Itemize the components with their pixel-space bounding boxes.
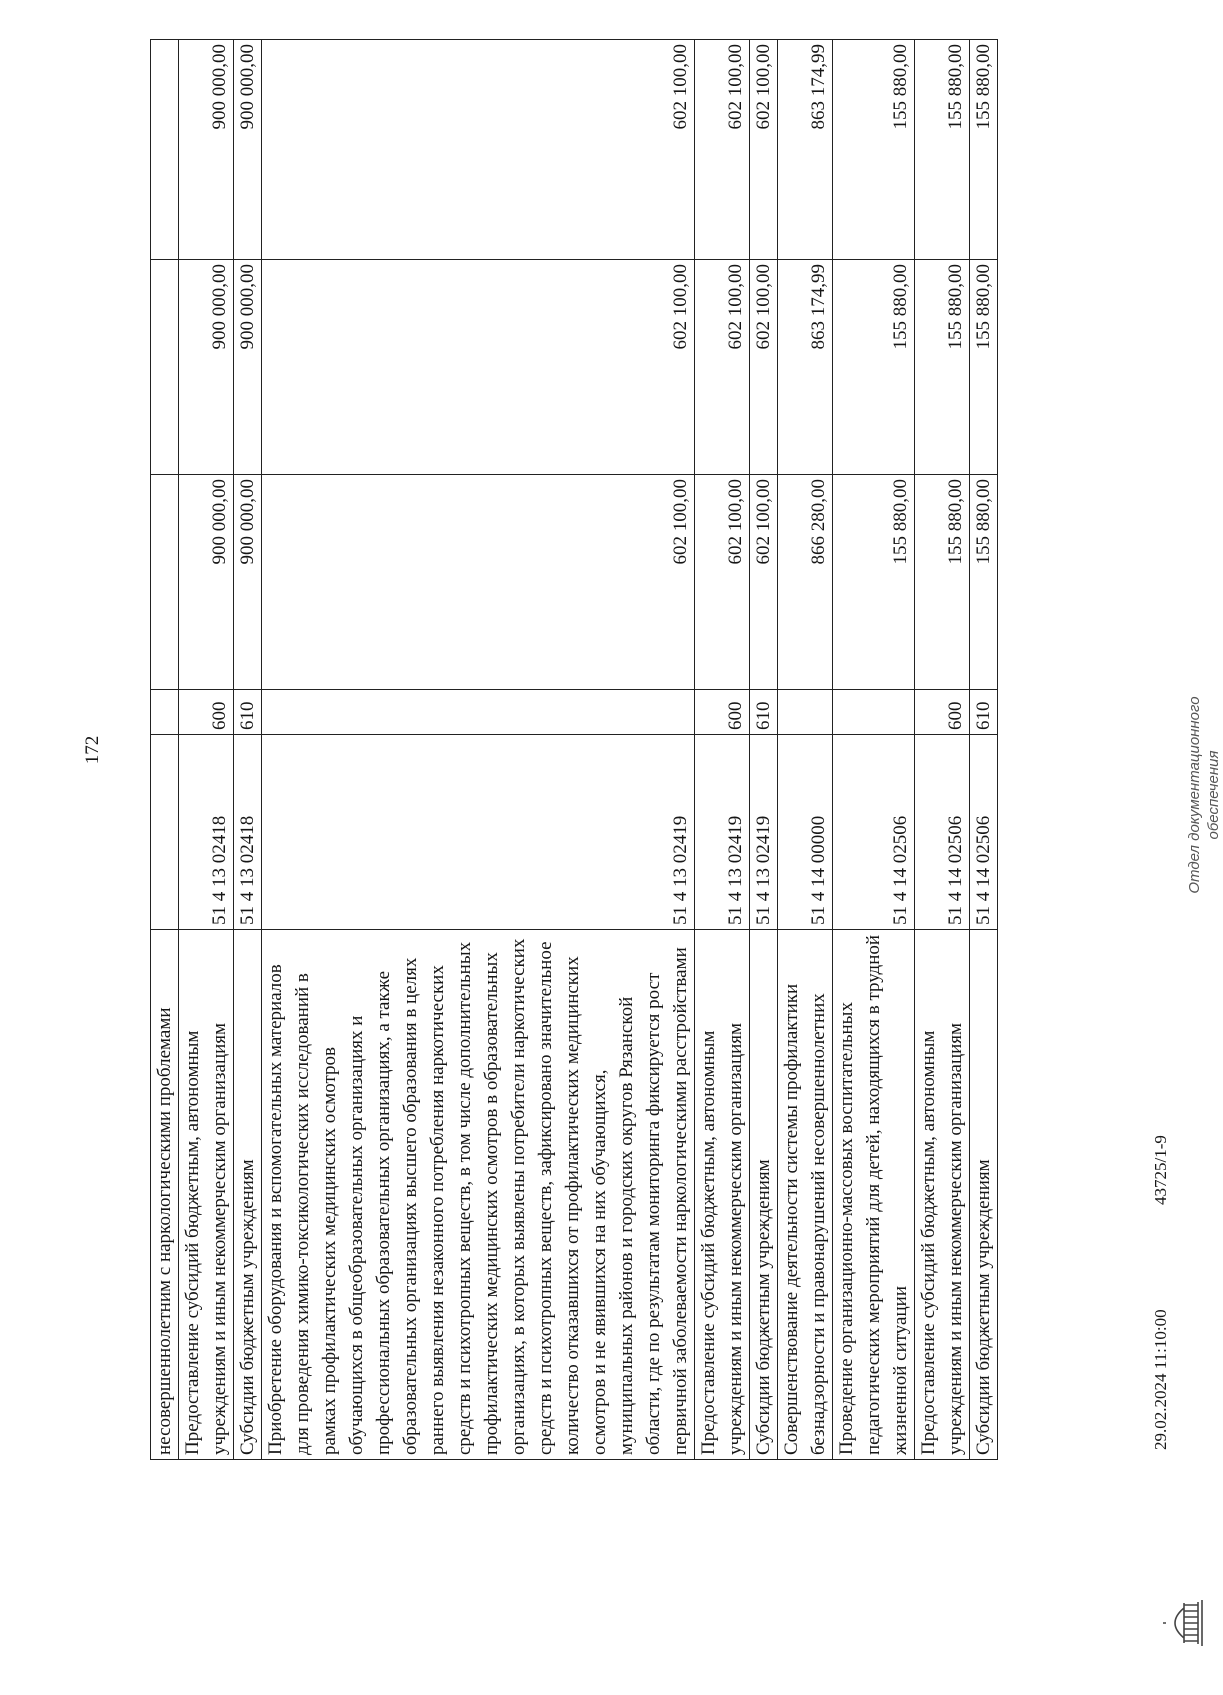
row-value-2: 155 880,00 bbox=[970, 260, 998, 475]
row-value-2: 602 100,00 bbox=[262, 260, 695, 475]
footer-date: 29.02.2024 11:10:00 bbox=[1151, 1309, 1170, 1450]
row-code: 51 4 13 02418 bbox=[234, 735, 262, 930]
table-row bbox=[970, 40, 998, 1460]
row-name: Субсидии бюджетным учреждениям bbox=[234, 930, 262, 1460]
row-expense-type: 600 bbox=[915, 690, 970, 735]
row-name: Предоставление субсидий бюджетным, автономным учреждениям и иным некоммерческим организациям bbox=[695, 930, 750, 1460]
table-row bbox=[833, 40, 915, 1460]
department-stamp: Отдел документационного обеспечения bbox=[1186, 696, 1222, 894]
row-expense-type bbox=[833, 690, 915, 735]
row-expense-type: 600 bbox=[695, 690, 750, 735]
row-value-1: 155 880,00 bbox=[970, 475, 998, 690]
row-expense-type: 610 bbox=[750, 690, 778, 735]
row-expense-type: 610 bbox=[970, 690, 998, 735]
page-number: 172 bbox=[82, 735, 103, 765]
row-value-3: 863 174,99 bbox=[778, 40, 833, 260]
footer-document-code: 43725/1-9 bbox=[1151, 1135, 1170, 1205]
table-row bbox=[179, 40, 234, 1460]
table-row bbox=[750, 40, 778, 1460]
row-name: несовершеннолетним с наркологическими проблемами bbox=[151, 930, 179, 1460]
row-expense-type bbox=[778, 690, 833, 735]
row-code: 51 4 13 02419 bbox=[750, 735, 778, 930]
row-value-3: 602 100,00 bbox=[695, 40, 750, 260]
row-expense-type: 610 bbox=[234, 690, 262, 735]
row-value-3: 900 000,00 bbox=[179, 40, 234, 260]
row-code: 51 4 13 02419 bbox=[262, 735, 695, 930]
row-name: Предоставление субсидий бюджетным, автономным учреждениям и иным некоммерческим организациям bbox=[179, 930, 234, 1460]
table-row bbox=[262, 40, 695, 1460]
row-name: Предоставление субсидий бюджетным, автономным учреждениям и иным некоммерческим организациям bbox=[915, 930, 970, 1460]
row-value-3: 155 880,00 bbox=[833, 40, 915, 260]
row-expense-type bbox=[262, 690, 695, 735]
row-value-2: 900 000,00 bbox=[234, 260, 262, 475]
row-value-2: 863 174,99 bbox=[778, 260, 833, 475]
table-row bbox=[234, 40, 262, 1460]
row-code bbox=[151, 735, 179, 930]
row-value-3: 155 880,00 bbox=[970, 40, 998, 260]
row-name: Совершенствование деятельности системы профилактики безнадзорности и правонарушений несовершеннолетних bbox=[778, 930, 833, 1460]
table-row bbox=[915, 40, 970, 1460]
row-value-1: 602 100,00 bbox=[750, 475, 778, 690]
row-value-2: 602 100,00 bbox=[750, 260, 778, 475]
table-row bbox=[151, 40, 179, 1460]
rotated-content bbox=[82, 40, 1222, 1460]
row-name: Проведение организационно-массовых воспитательных педагогических мероприятий для детей, находящихся в трудной жизненной ситуации bbox=[833, 930, 915, 1460]
row-code: 51 4 14 02506 bbox=[915, 735, 970, 930]
table-row bbox=[695, 40, 750, 1460]
row-value-3: 602 100,00 bbox=[262, 40, 695, 260]
row-expense-type bbox=[151, 690, 179, 735]
row-name: Приобретение оборудования и вспомогательных материалов для проведения химико-токсикологических исследований в рамках профилактических медицинских осмотров обучающихся в общеобразовательных организациях и профессиональных образовательных организациях, а также образовательных организациях высшего образования в целях раннего выявления незаконного потребления наркотических средств и психотропных веществ, в том числе дополнительных профилактических медицинских осмотров в образовательных организациях, в которых выявлены потребители наркотических средств и психотропных веществ, зафиксировано значительное количество отказавшихся от профилактических медицинских осмотров и не явившихся на них обучающихся, муниципальных районов и городских округов Рязанской области, где по результатам мониторинга фиксируется рост первичной заболеваемости наркологическими расстройствами bbox=[262, 930, 695, 1460]
row-value-1: 900 000,00 bbox=[234, 475, 262, 690]
row-expense-type: 600 bbox=[179, 690, 234, 735]
row-value-1: 866 280,00 bbox=[778, 475, 833, 690]
row-value-3: 155 880,00 bbox=[915, 40, 970, 260]
row-value-1: 602 100,00 bbox=[695, 475, 750, 690]
row-value-3: 900 000,00 bbox=[234, 40, 262, 260]
row-value-1: 155 880,00 bbox=[833, 475, 915, 690]
row-value-1 bbox=[151, 475, 179, 690]
row-value-2 bbox=[151, 260, 179, 475]
budget-table bbox=[150, 39, 998, 1460]
row-value-2: 155 880,00 bbox=[915, 260, 970, 475]
row-code: 51 4 14 02506 bbox=[970, 735, 998, 930]
row-value-2: 900 000,00 bbox=[179, 260, 234, 475]
row-value-1: 155 880,00 bbox=[915, 475, 970, 690]
row-value-2: 155 880,00 bbox=[833, 260, 915, 475]
row-code: 51 4 14 00000 bbox=[778, 735, 833, 930]
row-code: 51 4 14 02506 bbox=[833, 735, 915, 930]
duma-building-icon bbox=[1162, 1596, 1206, 1650]
row-name: Субсидии бюджетным учреждениям bbox=[970, 930, 998, 1460]
row-code: 51 4 13 02418 bbox=[179, 735, 234, 930]
row-value-2: 602 100,00 bbox=[695, 260, 750, 475]
row-value-3 bbox=[151, 40, 179, 260]
row-code: 51 4 13 02419 bbox=[695, 735, 750, 930]
row-value-1: 900 000,00 bbox=[179, 475, 234, 690]
row-value-1: 602 100,00 bbox=[262, 475, 695, 690]
table-row bbox=[778, 40, 833, 1460]
row-name: Субсидии бюджетным учреждениям bbox=[750, 930, 778, 1460]
row-value-3: 602 100,00 bbox=[750, 40, 778, 260]
